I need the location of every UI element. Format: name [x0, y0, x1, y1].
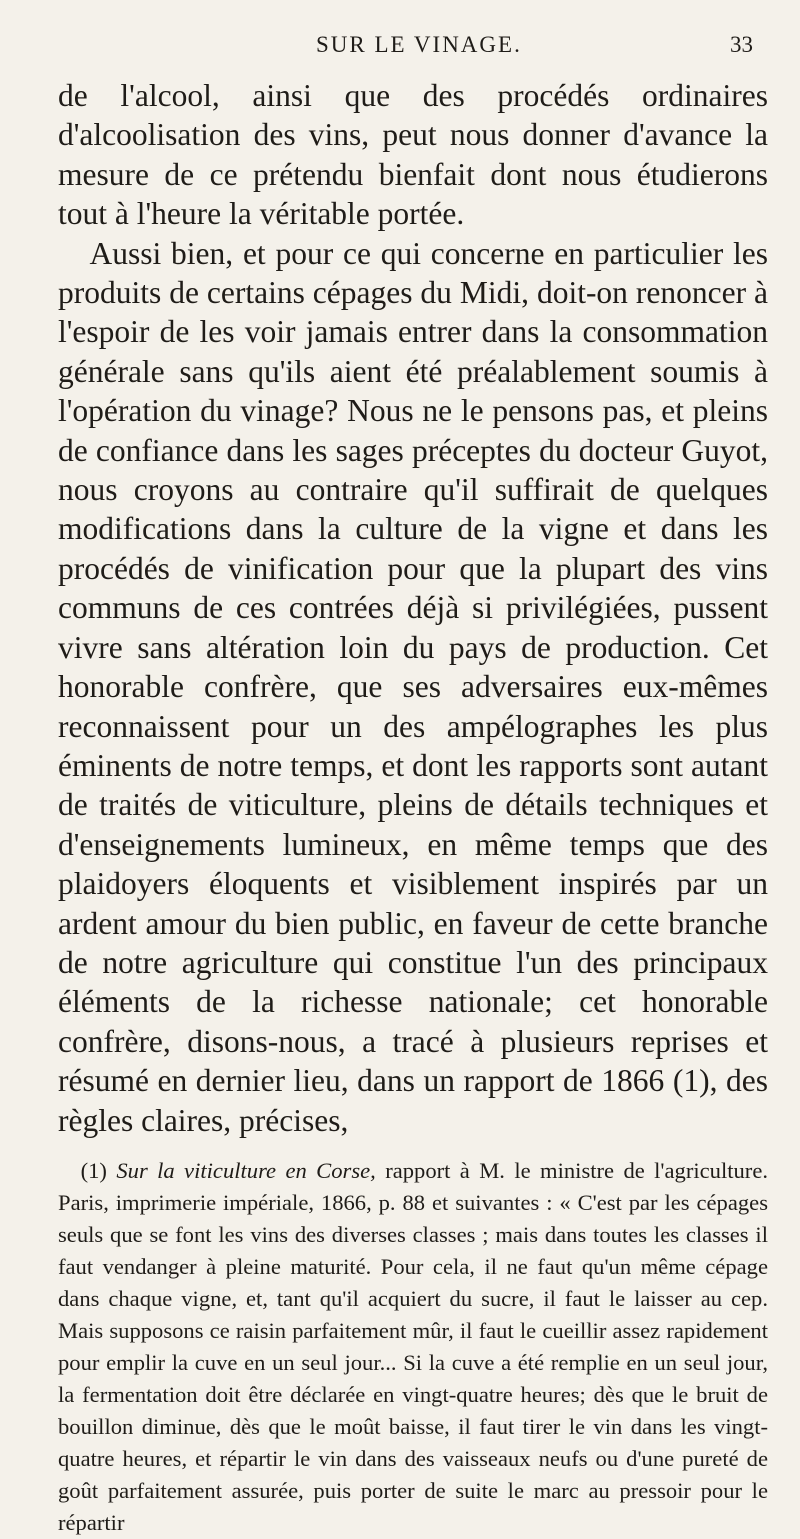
- footnote-text: rapport à M. le ministre de l'agriculture. Paris, imprimerie impériale, 1866, p. 88 et suivantes : « C'est par les cépages seuls que se font les vins des diverses classes ; mais dans toutes les classes il faut vendanger à pleine maturité. Pour cela, il ne faut qu'un même cépage dans chaque vigne, et, tant qu'il acquiert du sucre, il faut le laisser au cep. Mais supposons ce raisin parfaitement mûr, il faut le cueillir assez rapidement pour emplir la cuve en un seul jour... Si la cuve a été remplie en un seul jour, la fermentation doit être déclarée en vingt-quatre heures; dès que le bruit de bouillon diminue, dès que le moût baisse, il faut tirer le vin dans les vingt-quatre heures, et répartir le vin dans des vaisseaux neufs ou d'une pureté de goût parfaitement assurée, puis porter de suite le marc au pressoir pour le répartir: [58, 1158, 769, 1535]
- paragraph: de l'alcool, ainsi que des procédés ordinaires d'alcoolisation des vins, peut nous donner d'avance la mesure de ce prétendu bienfait dont nous étudierons tout à l'heure la véritable portée.: [58, 78, 768, 232]
- footnote: [58, 1155, 768, 1539]
- running-head: [0, 26, 800, 62]
- footnote-block: [58, 1155, 768, 1539]
- paragraph: Aussi bien, et pour ce qui concerne en particulier les produits de certains cépages du Midi, doit-on renoncer à l'espoir de les voir jamais entrer dans la consommation générale sans qu'ils aient été préalablement soumis à l'opération du vinage? Nous ne le pensons pas, et pleins de confiance dans les sages préceptes du docteur Guyot, nous croyons au contraire qu'il suffirait de quelques modifications dans la culture de la vigne et dans les procédés de vinification pour que la plupart des vins communs de ces contrées déjà si privilégiées, pussent vivre sans altération loin du pays de production. Cet honorable confrère, que ses adversaires eux-mêmes reconnaissent pour un des ampélographes les plus éminents de notre temps, et dont les rapports sont autant de traités de viticulture, pleins de détails techniques et d'enseignements lumineux, en même temps que des plaidoyers éloquents et visiblement inspirés par un ardent amour du bien public, en faveur de cette branche de notre agriculture qui constitue l'un des principaux éléments de la richesse nationale; cet honorable confrère, disons-nous, a tracé à plusieurs reprises et résumé en dernier lieu, dans un rapport de 1866 (1), des règles claires, précises,: [58, 235, 768, 1138]
- running-title: SUR LE VINAGE.: [316, 32, 522, 57]
- footnote-title: Sur la viticulture en Corse,: [116, 1158, 376, 1183]
- footnote-marker: (1): [80, 1158, 107, 1183]
- page-number: 33: [730, 32, 753, 57]
- main-text: [58, 76, 768, 1140]
